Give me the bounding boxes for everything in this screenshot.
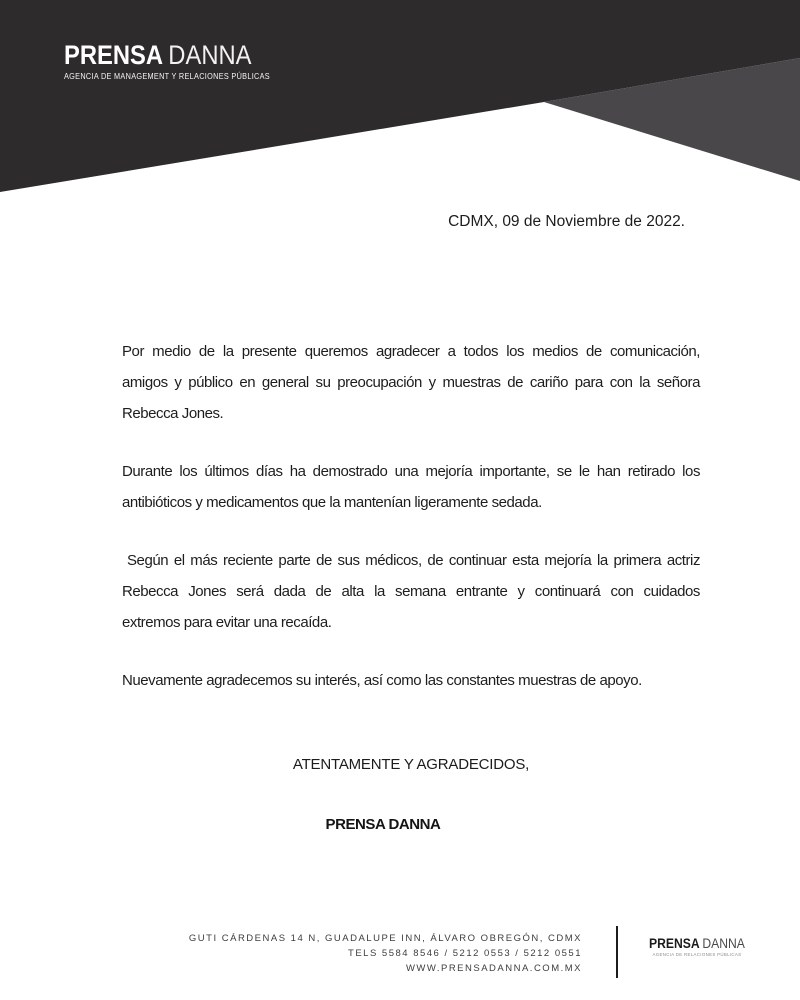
paragraph <box>122 456 700 518</box>
paragraph <box>122 665 700 696</box>
footer-logo-name <box>649 937 745 951</box>
brand-name-secondary: DANNA <box>168 40 252 70</box>
paragraph <box>122 545 700 638</box>
brand-tagline: AGENCIA DE MANAGEMENT Y RELACIONES PÚBLICAS <box>64 71 270 81</box>
footer-website-line: WWW.PRENSADANNA.COM.MX <box>405 963 582 974</box>
closing-line: ATENTAMENTE Y AGRADECIDOS, <box>292 756 530 773</box>
footer-logo <box>649 937 745 958</box>
footer-logo-tagline: AGENCIA DE RELACIONES PÚBLICAS <box>652 953 742 958</box>
footer-logo-name-secondary: DANNA <box>702 936 745 951</box>
footer-logo-name-primary: PRENSA <box>649 936 700 951</box>
paragraph-line: Durante los últimos días ha demostrado una mejoría importante, se le han retirado los <box>122 463 700 480</box>
brand-name <box>64 42 270 69</box>
footer-contact <box>189 931 582 976</box>
brand-name-primary: PRENSA <box>64 40 164 70</box>
letterhead-art <box>0 0 800 200</box>
footer-divider <box>616 926 618 978</box>
paragraph-line: Nuevamente agradecemos su interés, así como las constantes muestras de apoyo. <box>122 672 642 689</box>
paragraph-line: amigos y público en general su preocupación y muestras de cariño para con la señora <box>122 374 700 391</box>
signature-line: PRENSA DANNA <box>325 816 441 833</box>
paragraph-line: Rebecca Jones será dada de alta la semana entrante y continuará con cuidados <box>122 583 700 600</box>
paragraph-line: antibióticos y medicamentos que la mantenían ligeramente sedada. <box>122 494 542 511</box>
paragraph-line: extremos para evitar una recaída. <box>122 614 332 631</box>
paragraph <box>122 336 700 429</box>
paragraph-line: Por medio de la presente queremos agradecer a todos los medios de comunicación, <box>122 343 700 360</box>
letter-body <box>122 336 700 840</box>
paragraph-line: Según el más reciente parte de sus médicos, de continuar esta mejoría la primera actriz <box>127 552 700 569</box>
footer-phones-line: TELS 5584 8546 / 5212 0553 / 5212 0551 <box>348 948 582 959</box>
date-line: CDMX, 09 de Noviembre de 2022. <box>448 213 685 230</box>
brand-logo <box>64 42 270 81</box>
footer-address-line: GUTI CÁRDENAS 14 N, GUADALUPE INN, ÁLVARO OBREGÓN, CDMX <box>188 933 582 944</box>
paragraph-line: Rebecca Jones. <box>122 405 224 422</box>
